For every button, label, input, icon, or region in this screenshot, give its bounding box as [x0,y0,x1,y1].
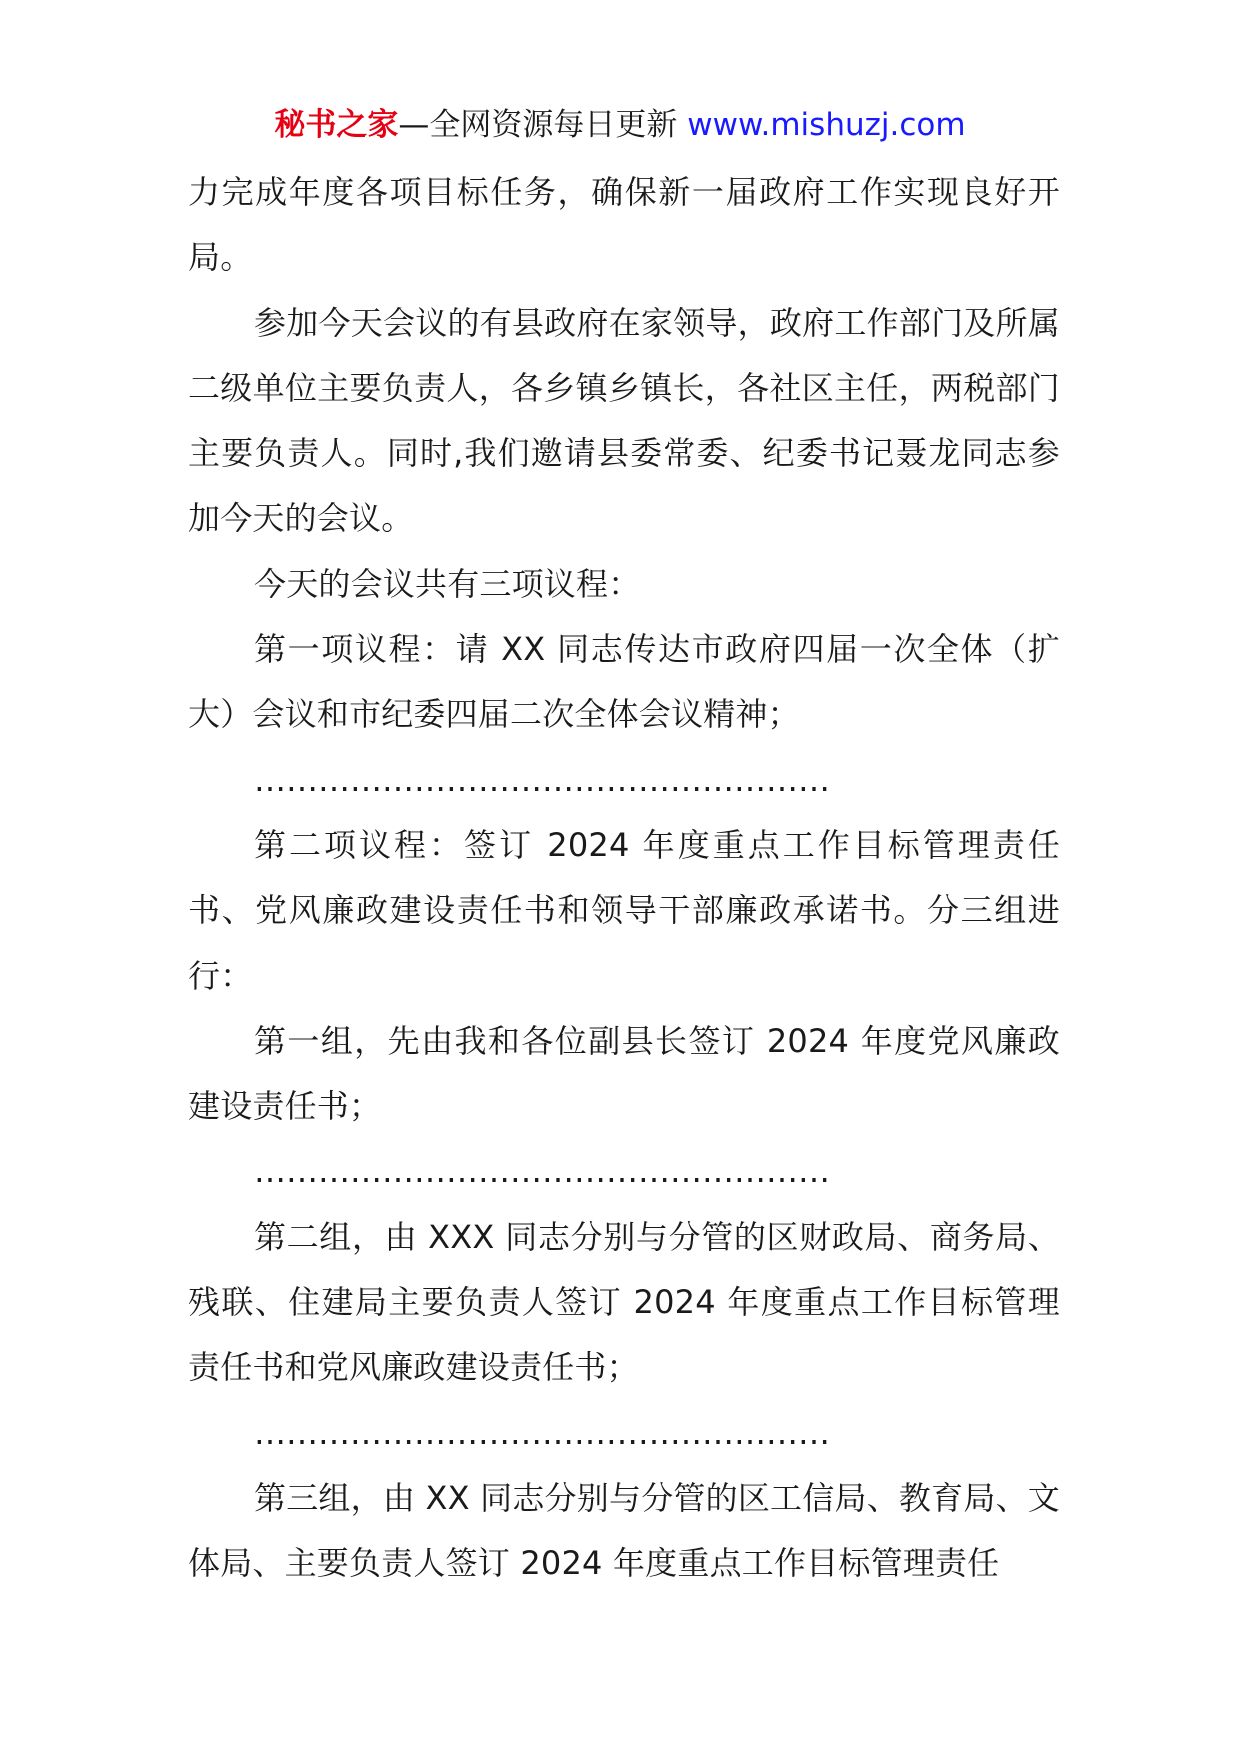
paragraph-attendees: 参加今天会议的有县政府在家领导，政府工作部门及所属二级单位主要负责人，各乡镇乡镇长，各社区主任，两税部门主要负责人。同时,我们邀请县委常委、纪委书记聂龙同志参加今天的会议。 [188,303,1060,538]
brand-name: 秘书之家 [274,107,399,143]
ellipsis-separator-1: ……………………………………………… [254,760,830,799]
paragraph-group-1: 第一组，先由我和各位副县长签订 2024 年度党风廉政建设责任书； [188,1021,1060,1126]
paragraph-continuation: 力完成年度各项目标任务，确保新一届政府工作实现良好开局。 [188,173,1060,277]
header-tagline: —全网资源每日更新 [398,107,678,143]
paragraph-group-3: 第三组，由 XX 同志分别与分管的区工信局、教育局、文体局、主要负责人签订 2024 年度重点工作目标管理责任 [188,1478,1060,1583]
page-header [0,100,1240,150]
paragraph-agenda-item-2: 第二项议程：签订 2024 年度重点工作目标管理责任书、党风廉政建设责任书和领导干部廉政承诺书。分三组进行： [188,825,1060,995]
ellipsis-separator-3: ……………………………………………… [254,1413,830,1452]
paragraph-agenda-item-1: 第一项议程：请 XX 同志传达市政府四届一次全体（扩大）会议和市纪委四届二次全体会议精神； [188,630,1060,734]
ellipsis-separator-2: ……………………………………………… [254,1152,830,1191]
site-url-link[interactable]: www.mishuzj.com [687,107,966,143]
paragraph-agenda-intro: 今天的会议共有三项议程： [254,564,641,603]
document-body [188,160,1060,1597]
paragraph-group-2: 第二组，由 XXX 同志分别与分管的区财政局、商务局、残联、住建局主要负责人签订 2024 年度重点工作目标管理责任书和党风廉政建设责任书； [188,1217,1060,1387]
